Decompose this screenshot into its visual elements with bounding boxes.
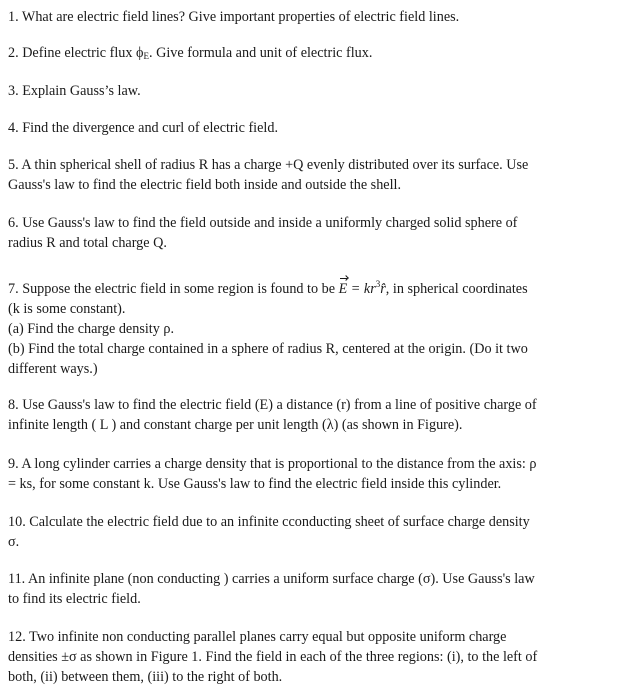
question-11-line-1: 11. An infinite plane (non conducting ) carries a uniform surface charge (σ). Use Gauss's law bbox=[8, 571, 535, 587]
r-hat-symbol: r̂ bbox=[380, 281, 386, 297]
question-11-line-2: to find its electric field. bbox=[8, 591, 141, 607]
question-11 bbox=[8, 569, 608, 609]
question-6 bbox=[8, 213, 608, 253]
question-10 bbox=[8, 512, 608, 552]
question-1 bbox=[8, 7, 608, 27]
question-12-line-3: both, (ii) between them, (iii) to the right of both. bbox=[8, 669, 283, 685]
question-7-part-b-line-1: (b) Find the total charge contained in a sphere of radius R, centered at the origin. (Do it two bbox=[8, 341, 528, 357]
question-8-line-2: infinite length ( L ) and constant charge per unit length (λ) (as shown in Figure). bbox=[8, 417, 463, 433]
question-9-line-1: 9. A long cylinder carries a charge density that is proportional to the distance from the axis: ρ bbox=[8, 456, 537, 472]
question-7-exponent: 3 bbox=[375, 279, 381, 289]
question-7-text-start: 7. Suppose the electric field in some region is found to be bbox=[8, 281, 336, 297]
question-12-line-1: 12. Two infinite non conducting parallel planes carry equal but opposite uniform charge bbox=[8, 629, 507, 645]
question-1-line-1: 1. What are electric field lines? Give important properties of electric field lines. bbox=[8, 9, 460, 25]
question-10-line-2: σ. bbox=[8, 534, 20, 550]
question-6-line-2: radius R and total charge Q. bbox=[8, 235, 167, 251]
question-12-line-2: densities ±σ as shown in Figure 1. Find the field in each of the three regions: (i), to the left of bbox=[8, 649, 538, 665]
question-4 bbox=[8, 118, 608, 138]
question-4-line-1: 4. Find the divergence and curl of electric field. bbox=[8, 120, 278, 136]
question-6-line-1: 6. Use Gauss's law to find the field outside and inside a uniformly charged solid sphere of bbox=[8, 215, 518, 231]
question-8-line-1: 8. Use Gauss's law to find the electric field (E) a distance (r) from a line of positive charge of bbox=[8, 397, 537, 413]
question-8 bbox=[8, 395, 608, 435]
question-7-part-a: (a) Find the charge density ρ. bbox=[8, 321, 174, 337]
question-5-line-2: Gauss's law to find the electric field both inside and outside the shell. bbox=[8, 177, 402, 193]
question-7 bbox=[8, 274, 608, 379]
question-2-flux-subscript: E bbox=[143, 51, 149, 61]
question-7-text-end: , in spherical coordinates bbox=[385, 281, 528, 297]
question-5 bbox=[8, 155, 608, 195]
question-2-text-start: 2. Define electric flux ϕ bbox=[8, 45, 144, 61]
question-2-text-end: . Give formula and unit of electric flux. bbox=[149, 45, 373, 61]
question-9 bbox=[8, 454, 608, 494]
electric-field-vector-symbol: E bbox=[338, 281, 348, 297]
question-10-line-1: 10. Calculate the electric field due to an infinite cconducting sheet of surface charge density bbox=[8, 514, 530, 530]
question-5-line-1: 5. A thin spherical shell of radius R has a charge +Q evenly distributed over its surface. Use bbox=[8, 157, 529, 173]
question-9-line-2: = ks, for some constant k. Use Gauss's law to find the electric field inside this cylinder. bbox=[8, 476, 502, 492]
question-3 bbox=[8, 81, 608, 101]
question-7-line-2: (k is some constant). bbox=[8, 301, 126, 317]
question-2 bbox=[8, 43, 608, 66]
question-3-line-1: 3. Explain Gauss’s law. bbox=[8, 83, 141, 99]
question-7-part-b-line-2: different ways.) bbox=[8, 361, 98, 377]
question-7-equation: = kr bbox=[347, 281, 376, 297]
question-12 bbox=[8, 627, 608, 687]
